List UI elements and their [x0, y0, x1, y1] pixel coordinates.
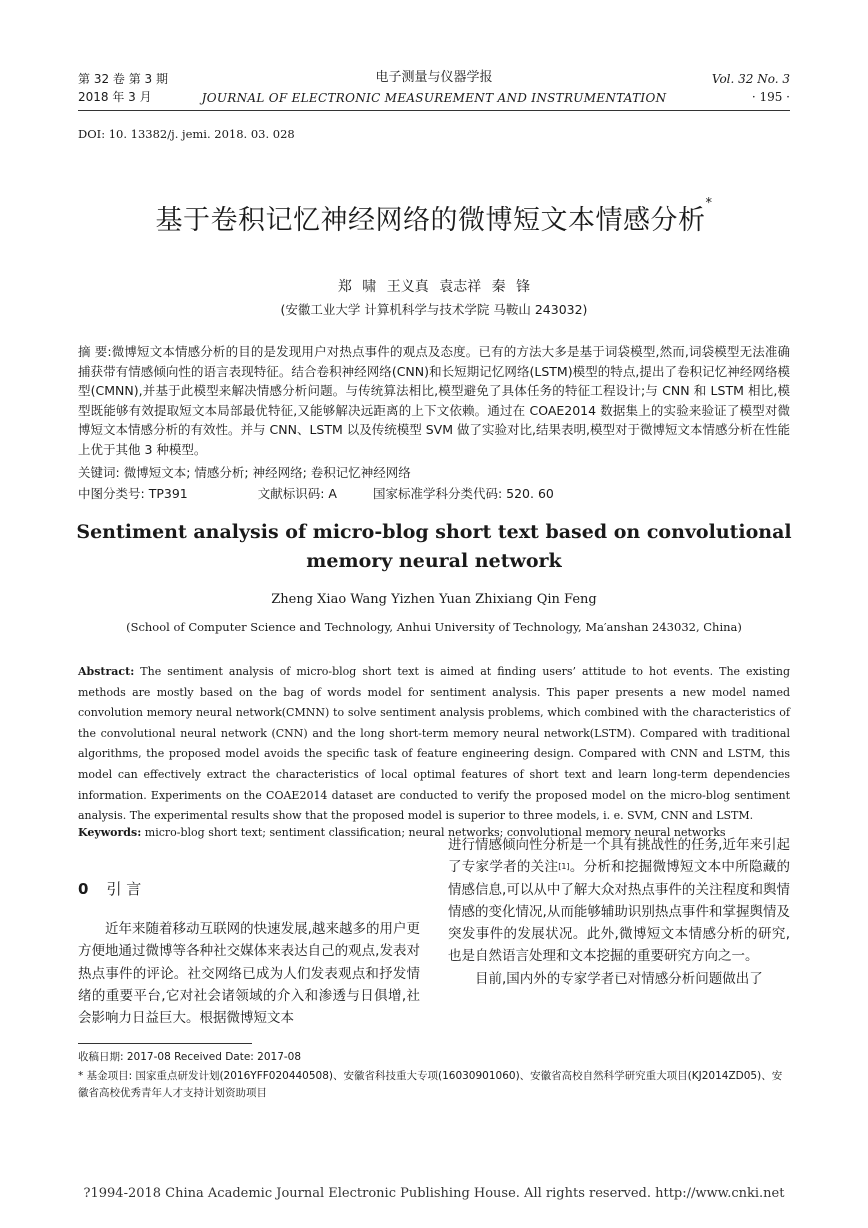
body-para-text-b: 。分析和挖掘微博短文本中所隐藏的情感信息,可以从中了解大众对热点事件的关注程度和舆情情感的变化情况,从而能够辅助识别热点事件和掌握舆情及突发事件的发展状况。此外,微博短文本情感分析的研究,也是自然语言处理和文本挖掘的重要研究方向之一。	[448, 859, 790, 965]
footnote-rule	[78, 1043, 252, 1044]
copyright-line: ?1994-2018 China Academic Journal Electronic Publishing House. All rights reserved. http://www.cnki.net	[83, 1186, 785, 1201]
paper-title-en	[0, 518, 868, 576]
doc-code-label: 文献标识码:	[257, 486, 325, 501]
affiliation-en: (School of Computer Science and Technology, Anhui University of Technology, Ma′anshan 243032, China)	[126, 620, 742, 634]
keywords-cn	[78, 464, 790, 482]
section-title: 引 言	[106, 880, 142, 898]
abstract-cn	[78, 342, 790, 459]
body-para-text-a: 进行情感倾向性分析是一个具有挑战性的任务,近年来引起了专家学者的关注	[448, 837, 790, 876]
keywords-en-text: micro-blog short text; sentiment classification; neural networks; convolutional memory neural networks	[144, 826, 726, 839]
header-page-number: · 195 ·	[751, 90, 790, 104]
body-paragraph-1-continued	[448, 834, 790, 968]
body-left-column	[78, 918, 420, 1029]
keywords-cn-text: 微博短文本; 情感分析; 神经网络; 卷积记忆神经网络	[123, 465, 411, 480]
classification-cn	[78, 485, 790, 503]
keywords-en-label: Keywords:	[78, 826, 142, 839]
abstract-en-label: Abstract:	[78, 665, 135, 678]
header-volume-issue-en: Vol. 32 No. 3	[711, 72, 790, 86]
citation-ref: [1]	[558, 862, 570, 872]
section-number: 0	[78, 880, 89, 898]
clc-value: TP391	[148, 486, 188, 501]
abstract-cn-text: 微博短文本情感分析的目的是发现用户对热点事件的观点及态度。已有的方法大多是基于词袋模型,然而,词袋模型无法准确捕获带有情感倾向性的语言表现特征。结合卷积神经网络(CNN)和长短期记忆网络(LSTM)模型的特点,提出了卷积记忆神经网络模型(CMNN),并基于此模型来解决情感分析问题。与传统算法相比,模型避免了具体任务的特征工程设计;与 CNN 和 LSTM 相比,模型既能够有效提取短文本局部最优特征,又能够解决远距离的上下文依赖。通过在 COAE2014 数据集上的实验来验证了模型对微博短文本情感分析的有效性。并与 CNN、LSTM 以及传统模型 SVM 做了实验对比,结果表明,模型对于微博短文本情感分析在性能上优于其他 3 种模型。	[78, 344, 791, 457]
title-en-line-1: Sentiment analysis of micro-blog short text based on convolutional	[76, 521, 792, 543]
section-heading-introduction	[78, 878, 141, 899]
header-date-cn: 2018 年 3 月	[78, 90, 152, 104]
abstract-en-text: The sentiment analysis of micro-blog short text is aimed at finding users’ attitude to hot events. The existing methods are mostly based on the bag of words model for sentiment analysis. This paper presents a new model named convolution memory neural network(CMNN) to solve sentiment analysis problems, which combined with the characteristics of the convolutional neural network (CNN) and the long short-term memory neural network(LSTM). Compared with traditional algorithms, the proposed model avoids the specific task of feature engineering design. Compared with CNN and LSTM, this model can effectively extract the characteristics of local optimal features of short text and learn long-term dependencies information. Experiments on the COAE2014 dataset are conducted to verify the proposed model on the micro-blog sentiment analysis. The experimental results show that the proposed model is superior to three models, i. e. SVM, CNN and LSTM.	[78, 665, 790, 823]
authors-cn: 郑 啸 王义真 袁志祥 秦 锋	[337, 279, 531, 295]
title-en-line-2: memory neural network	[306, 550, 562, 572]
body-paragraph-2: 目前,国内外的专家学者已对情感分析问题做出了	[475, 970, 763, 987]
footnote-fund: * 基金项目: 国家重点研发计划(2016YFF020440508)、安徽省科技重大专项(16030901060)、安徽省高校自然科学研究重大项目(KJ2014ZD05)、安徽省高校优秀青年人才支持计划资助项目	[78, 1070, 783, 1099]
header-volume-issue-cn: 第 32 卷 第 3 期	[78, 72, 168, 86]
doi: DOI: 10. 13382/j. jemi. 2018. 03. 028	[78, 127, 295, 141]
clc-label: 中图分类号:	[78, 486, 145, 501]
subject-code-value: 520. 60	[506, 486, 554, 501]
abstract-en	[78, 662, 790, 827]
title-cn-text: 基于卷积记忆神经网络的微博短文本情感分析	[155, 205, 706, 236]
authors-en: Zheng Xiao Wang Yizhen Yuan Zhixiang Qin Feng	[271, 592, 597, 607]
footnote-received-date: 收稿日期: 2017-08 Received Date: 2017-08	[78, 1051, 302, 1063]
title-footnote-mark: *	[705, 196, 713, 211]
header-journal-en: JOURNAL OF ELECTRONIC MEASUREMENT AND INSTRUMENTATION	[201, 91, 667, 105]
header-journal-cn: 电子测量与仪器学报	[375, 70, 493, 85]
body-paragraph-1: 近年来随着移动互联网的快速发展,越来越多的用户更方便地通过微博等各种社交媒体来表达自己的观点,发表对热点事件的评论。社交网络已成为人们发表观点和抒发情绪的重要平台,它对社会诸领域的介入和渗透与日俱增,社会影响力日益巨大。根据微博短文本	[78, 921, 420, 1027]
abstract-cn-label: 摘 要:	[78, 344, 112, 359]
subject-code-label: 国家标准学科分类代码:	[372, 486, 503, 501]
paper-title-cn	[0, 198, 868, 237]
doc-code-value: A	[328, 486, 337, 501]
header-rule	[78, 110, 790, 111]
keywords-cn-label: 关键词:	[78, 465, 120, 480]
body-right-column	[448, 834, 790, 990]
affiliation-cn: (安徽工业大学 计算机科学与技术学院 马鞍山 243032)	[280, 302, 588, 317]
